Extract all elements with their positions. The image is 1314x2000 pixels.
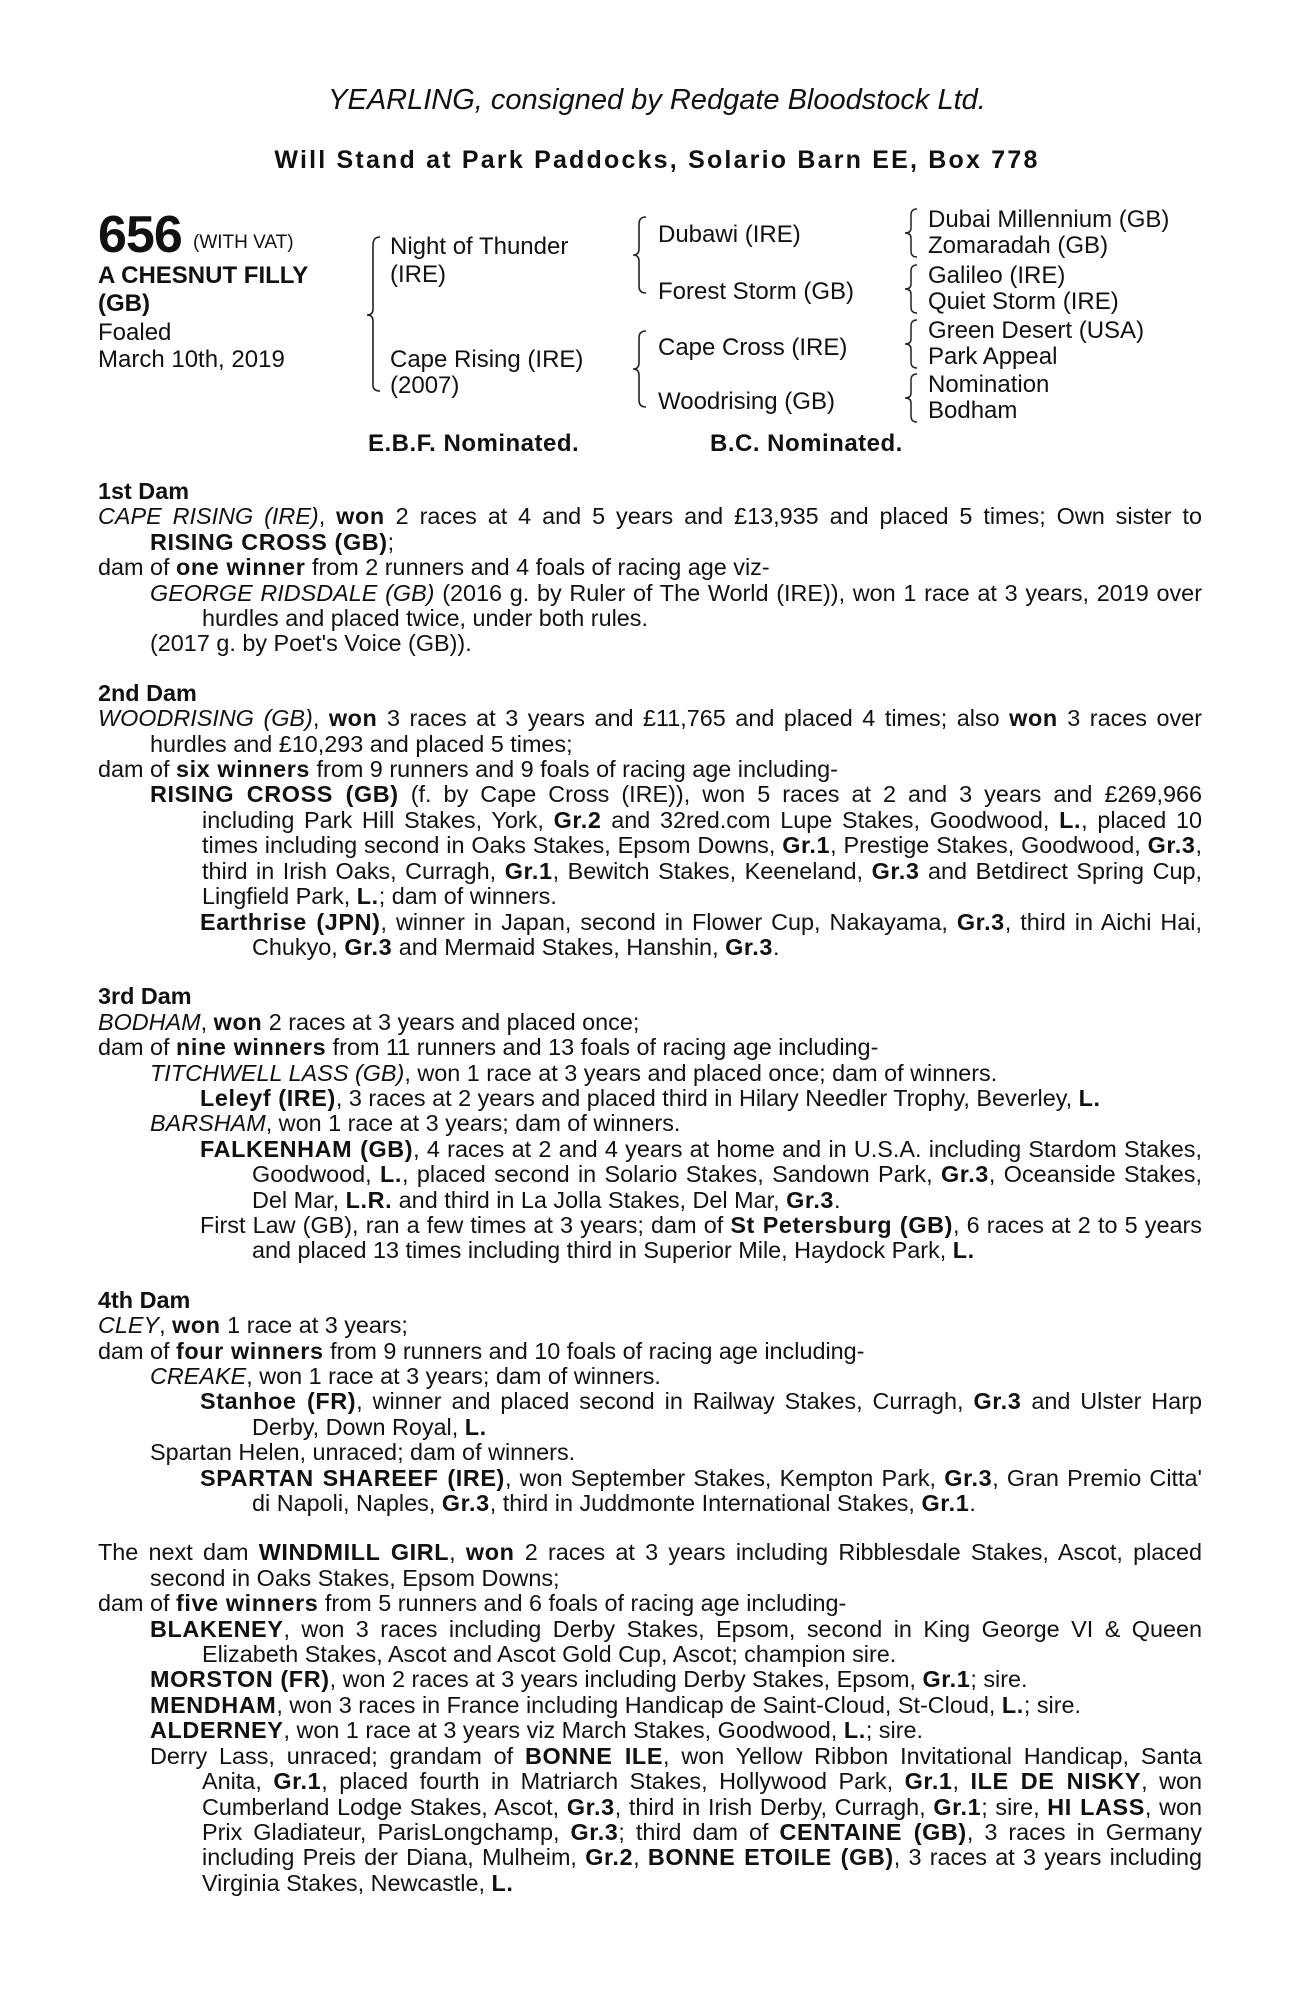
bold-text: Gr.1: [782, 832, 831, 859]
text-run: First Law (GB), ran a few times at 3 years; dam of: [200, 1211, 731, 1238]
pedigree-entry: [98, 1744, 1202, 1896]
italic-name: BODHAM: [98, 1008, 201, 1035]
text-run: The next dam: [98, 1539, 259, 1566]
text-run: , placed second in Solario Stakes, Sandown Park,: [402, 1161, 941, 1188]
text-run: and third in La Jolla Stakes, Del Mar,: [392, 1186, 787, 1213]
great-grandparent-8: Bodham: [928, 397, 1018, 424]
text-run: and 32red.com Lupe Stakes, Goodwood,: [601, 806, 1060, 833]
bold-text: Gr.2: [585, 1844, 634, 1871]
text-run: , 6 races at 2 to 5 years and placed 13 times including third in Superior Mile, Haydock Park,: [252, 1211, 1202, 1264]
text-run: , placed fourth in Matriarch Stakes, Hollywood Park,: [321, 1768, 905, 1795]
bold-text: Gr.3: [786, 1186, 835, 1213]
bold-text: Gr.1: [933, 1793, 982, 1820]
pedigree-entry: [98, 1213, 1202, 1264]
text-run: ,: [633, 1844, 648, 1871]
bold-text: five winners: [176, 1590, 319, 1617]
dam-section: [98, 1288, 1202, 1517]
bold-text: RISING CROSS (GB): [150, 528, 388, 555]
pedigree-entry: [98, 757, 1202, 782]
text-run: ,: [159, 1312, 173, 1339]
text-run: dam of: [98, 554, 177, 581]
text-run: , won 1 race at 3 years; dam of winners.: [265, 1110, 681, 1137]
pedigree-brace-dam: [632, 328, 654, 410]
text-run: , won Yellow Ribbon Invitational Handicap, Santa Anita,: [202, 1742, 1202, 1795]
pedigree-entry: [98, 1466, 1202, 1517]
bold-text: RISING CROSS (GB): [150, 781, 399, 808]
text-run: , third in Irish Oaks, Curragh,: [202, 832, 1202, 884]
great-grandparent-5: Green Desert (USA): [928, 317, 1145, 344]
bold-text: Gr.3: [973, 1388, 1022, 1415]
pedigree-entry: [98, 1035, 1202, 1060]
text-run: .: [969, 1490, 976, 1517]
pedigree-entry: [98, 1339, 1202, 1364]
text-run: , Bewitch Stakes, Keeneland,: [552, 857, 872, 884]
bold-text: CENTAINE (GB): [779, 1818, 967, 1845]
pedigree-entry: [98, 1137, 1202, 1213]
text-run: , won Prix Gladiateur, ParisLongchamp,: [202, 1793, 1202, 1845]
bold-text: Gr.1: [904, 1768, 953, 1795]
lot-number: 656: [98, 206, 182, 264]
bold-text: L.: [952, 1237, 975, 1264]
pedigree-brace-sire: [632, 214, 654, 296]
text-run: , won 1 race at 3 years; dam of winners.: [246, 1363, 661, 1389]
bold-text: L.: [491, 1869, 514, 1896]
foaled-date: March 10th, 2019: [98, 346, 285, 373]
italic-name: TITCHWELL LASS (GB): [150, 1059, 405, 1086]
bold-text: WINDMILL GIRL: [258, 1539, 450, 1566]
text-run: ; sire.: [1023, 1691, 1082, 1718]
dam-name: Cape Rising (IRE): [390, 346, 584, 373]
dam-section: [98, 984, 1202, 1263]
bold-text: L.R.: [345, 1186, 393, 1213]
bold-text: FALKENHAM (GB): [200, 1135, 414, 1162]
bold-text: L.: [380, 1161, 403, 1188]
text-run: dam of: [98, 1337, 177, 1364]
bold-text: nine winners: [176, 1034, 327, 1061]
bold-text: L.: [1078, 1084, 1101, 1111]
text-run: ; dam of winners.: [378, 883, 557, 910]
bc-nomination: B.C. Nominated.: [710, 430, 903, 457]
text-run: dam of: [98, 1590, 177, 1617]
text-run: 2 races at 3 years and placed once;: [262, 1008, 640, 1035]
dam-dam: Woodrising (GB): [658, 388, 835, 415]
bold-text: Leleyf (IRE): [200, 1084, 336, 1111]
bold-text: Gr.2: [553, 806, 602, 833]
dam-section: [98, 1540, 1202, 1896]
text-run: dam of: [98, 1034, 177, 1061]
text-run: , placed 10 times including second in Oaks Stakes, Epsom Downs,: [202, 806, 1202, 859]
bold-text: L.: [356, 883, 379, 910]
text-run: ; third dam of: [618, 1818, 780, 1845]
text-run: ,: [952, 1768, 971, 1795]
text-run: and Ulster Harp Derby, Down Royal,: [252, 1388, 1202, 1440]
text-run: Derry Lass, unraced; grandam of: [150, 1742, 525, 1769]
bold-text: Gr.1: [504, 857, 553, 884]
pedigree-entry: [98, 1693, 1202, 1718]
bold-text: Gr.3: [570, 1818, 619, 1845]
dam-section: [98, 681, 1202, 960]
bold-text: BONNE ILE: [524, 1742, 664, 1769]
section-heading: 4th Dam: [98, 1286, 191, 1313]
text-run: , third in Irish Derby, Curragh,: [614, 1793, 934, 1820]
pedigree-entry: [98, 1617, 1202, 1668]
text-run: ,: [318, 503, 337, 530]
ebf-nomination: E.B.F. Nominated.: [368, 430, 580, 457]
great-grandparent-4: Quiet Storm (IRE): [928, 288, 1119, 315]
vat-note: (WITH VAT): [193, 232, 294, 253]
text-run: (2016 g. by Ruler of The World (IRE)), won 1 race at 3 years, 2019 over hurdles and placed twice, under both rules.: [202, 579, 1202, 632]
bold-text: six winners: [176, 756, 311, 783]
pedigree-entry: [98, 1667, 1202, 1692]
pedigree-entry: [98, 1440, 1202, 1465]
bold-text: L.: [843, 1717, 866, 1744]
bold-text: Gr.1: [273, 1768, 322, 1795]
pedigree-entry: [98, 1010, 1202, 1035]
pedigree-brace-gg2: [904, 263, 924, 317]
bold-text: Earthrise (JPN): [200, 908, 381, 935]
bold-text: MENDHAM: [150, 1691, 277, 1718]
italic-name: GEORGE RIDSDALE (GB): [150, 579, 435, 606]
lot-description-origin: (GB): [98, 290, 150, 317]
text-run: from 5 runners and 6 foals of racing age including-: [318, 1590, 847, 1617]
text-run: , won 1 race at 3 years and placed once; dam of winners.: [404, 1059, 998, 1086]
bold-text: won: [172, 1312, 221, 1339]
text-run: , 3 races at 3 years including Virginia Stakes, Newcastle,: [202, 1844, 1202, 1896]
consignment-title: YEARLING, consigned by Redgate Bloodstock Ltd.: [328, 84, 986, 116]
pedigree-entry: [98, 910, 1202, 961]
italic-name: CREAKE: [150, 1363, 247, 1389]
text-run: (f. by Cape Cross (IRE)), won 5 races at 2 and 3 years and £269,966 including Park Hill Stakes, York,: [202, 781, 1203, 833]
lot-description: A CHESNUT FILLY: [98, 262, 309, 289]
bold-text: four winners: [176, 1337, 324, 1364]
bold-text: MORSTON (FR): [150, 1666, 330, 1693]
text-run: Spartan Helen, unraced; dam of winners.: [150, 1439, 576, 1466]
text-run: , won 2 races at 3 years including Derby Stakes, Epsom,: [329, 1666, 923, 1693]
great-grandparent-6: Park Appeal: [928, 343, 1058, 370]
pedigree-entry: [98, 706, 1202, 757]
text-run: .: [834, 1186, 841, 1213]
pedigree-entry: [98, 1591, 1202, 1616]
pedigree-entry: [98, 1540, 1202, 1591]
pedigree-entry: [98, 1389, 1202, 1440]
italic-name: WOODRISING (GB): [98, 705, 313, 732]
bold-text: won: [1009, 705, 1058, 732]
italic-name: CLEY: [98, 1312, 160, 1339]
text-run: 1 race at 3 years;: [220, 1312, 408, 1339]
pedigree-entry: [98, 631, 1202, 656]
text-run: from 9 runners and 10 foals of racing age including-: [323, 1337, 865, 1364]
bold-text: L.: [1059, 806, 1082, 833]
bold-text: L.: [1001, 1691, 1024, 1718]
catalogue-body: [98, 479, 1202, 1920]
pedigree-entry: [98, 1086, 1202, 1111]
text-run: , winner in Japan, second in Flower Cup, Nakayama,: [380, 908, 957, 935]
bold-text: BLAKENEY: [150, 1615, 284, 1642]
text-run: ; sire.: [865, 1717, 923, 1744]
pedigree-entry: [98, 1061, 1202, 1086]
bold-text: L.: [464, 1413, 487, 1440]
sire-name: Night of Thunder: [390, 233, 569, 260]
text-run: ,: [200, 1008, 214, 1035]
text-run: ;: [387, 528, 395, 555]
bold-text: ALDERNEY: [150, 1717, 284, 1744]
bold-text: Gr.3: [725, 933, 773, 960]
text-run: , third in Aichi Hai, Chukyo,: [252, 908, 1202, 960]
text-run: ; sire,: [981, 1793, 1048, 1820]
italic-name: BARSHAM: [150, 1110, 266, 1137]
bold-text: Gr.3: [944, 1464, 993, 1491]
great-grandparent-3: Galileo (IRE): [928, 262, 1066, 289]
sire-origin: (IRE): [390, 261, 446, 288]
text-run: 3 races over hurdles and £10,293 and placed 5 times;: [150, 705, 1202, 757]
text-run: , Oceanside Stakes, Del Mar,: [252, 1161, 1202, 1213]
text-run: .: [772, 933, 780, 960]
bold-text: SPARTAN SHAREEF (IRE): [200, 1464, 505, 1491]
dam-foaled-year: (2007): [390, 372, 460, 399]
text-run: , winner and placed second in Railway Stakes, Curragh,: [356, 1388, 974, 1415]
text-run: , 4 races at 2 and 4 years at home and in U.S.A. including Stardom Stakes, Goodwood,: [252, 1135, 1202, 1188]
text-run: , won 3 races in France including Handicap de Saint-Cloud, St-Cloud,: [276, 1691, 1002, 1718]
pedigree-entry: [98, 782, 1202, 909]
bold-text: Gr.3: [441, 1490, 490, 1517]
text-run: 2 races at 4 and 5 years and £13,935 and placed 5 times; Own sister to: [384, 503, 1203, 530]
text-run: , 3 races in Germany including Preis der Diana, Mulheim,: [202, 1818, 1202, 1871]
bold-text: Gr.3: [1147, 832, 1196, 859]
text-run: , Prestige Stakes, Goodwood,: [830, 832, 1148, 859]
section-heading: 3rd Dam: [98, 983, 192, 1010]
pedigree-entry: [98, 504, 1202, 555]
text-run: ,: [312, 705, 329, 732]
bold-text: Gr.3: [566, 1793, 615, 1820]
bold-text: won: [465, 1539, 515, 1566]
text-run: , third in Juddmonte International Stakes,: [489, 1490, 922, 1517]
text-run: from 2 runners and 4 foals of racing age viz-: [305, 554, 770, 581]
text-run: (2017 g. by Poet's Voice (GB)).: [150, 630, 472, 657]
section-heading: 2nd Dam: [98, 679, 197, 706]
dam-section: [98, 479, 1202, 657]
bold-text: Gr.3: [941, 1161, 989, 1188]
bold-text: won: [328, 705, 378, 732]
text-run: 3 races at 3 years and £11,765 and placed 4 times; also: [377, 705, 1010, 732]
text-run: 2 races at 3 years including Ribblesdale Stakes, Ascot, placed second in Oaks Stakes, Epsom Downs;: [150, 1539, 1203, 1591]
text-run: , Gran Premio Citta' di Napoli, Naples,: [252, 1464, 1202, 1517]
pedigree-entry: [98, 1111, 1202, 1136]
text-run: from 11 runners and 13 foals of racing age including-: [326, 1034, 879, 1061]
text-run: and Mermaid Stakes, Hanshin,: [392, 933, 726, 960]
great-grandparent-7: Nomination: [928, 371, 1050, 398]
text-run: , won Cumberland Lodge Stakes, Ascot,: [202, 1768, 1202, 1820]
great-grandparent-1: Dubai Millennium (GB): [928, 206, 1170, 233]
pedigree-entry: [98, 1718, 1202, 1743]
bold-text: Gr.1: [922, 1666, 971, 1693]
text-run: , 3 races at 2 years and placed third in Hilary Needler Trophy, Beverley,: [335, 1084, 1079, 1111]
bold-text: ILE DE NISKY: [970, 1768, 1142, 1795]
pedigree-entry: [98, 555, 1202, 580]
text-run: , won 1 race at 3 years viz March Stakes, Goodwood,: [283, 1717, 844, 1744]
bold-text: BONNE ETOILE (GB): [647, 1844, 894, 1871]
text-run: from 9 runners and 9 foals of racing age including-: [310, 756, 838, 783]
text-run: , won September Stakes, Kempton Park,: [504, 1464, 945, 1491]
bold-text: one winner: [176, 554, 306, 581]
text-run: ,: [449, 1539, 466, 1566]
text-run: , won 3 races including Derby Stakes, Epsom, second in King George VI & Queen Elizabeth Stakes, Ascot and Ascot Gold Cup, Ascot; champion sire.: [202, 1615, 1202, 1668]
sire-dam: Forest Storm (GB): [658, 278, 855, 305]
great-grandparent-2: Zomaradah (GB): [928, 232, 1109, 259]
pedigree-brace-main: [366, 233, 390, 393]
bold-text: Gr.3: [344, 933, 393, 960]
section-heading: 1st Dam: [98, 478, 190, 504]
pedigree-entry: [98, 581, 1202, 632]
pedigree-brace-gg1: [904, 207, 924, 261]
stand-location: Will Stand at Park Paddocks, Solario Barn EE, Box 778: [274, 146, 1040, 174]
bold-text: won: [213, 1008, 263, 1035]
dam-sire: Cape Cross (IRE): [658, 334, 848, 361]
text-run: and Betdirect Spring Cup, Lingfield Park,: [202, 857, 1202, 910]
bold-text: won: [336, 503, 385, 530]
text-run: ; sire.: [970, 1666, 1028, 1693]
text-run: dam of: [98, 756, 177, 783]
bold-text: Gr.1: [921, 1490, 970, 1517]
sire-sire: Dubawi (IRE): [658, 221, 801, 248]
bold-text: Gr.3: [956, 908, 1005, 935]
pedigree-entry: [98, 1364, 1202, 1389]
pedigree-brace-gg3: [904, 318, 924, 372]
bold-text: HI LASS: [1047, 1793, 1145, 1820]
pedigree-brace-gg4: [904, 372, 924, 426]
bold-text: Gr.3: [871, 857, 920, 884]
bold-text: Stanhoe (FR): [200, 1388, 357, 1415]
pedigree-entry: [98, 1313, 1202, 1338]
foaled-label: Foaled: [98, 319, 172, 346]
italic-name: CAPE RISING (IRE): [98, 503, 319, 530]
bold-text: St Petersburg (GB): [730, 1211, 953, 1238]
